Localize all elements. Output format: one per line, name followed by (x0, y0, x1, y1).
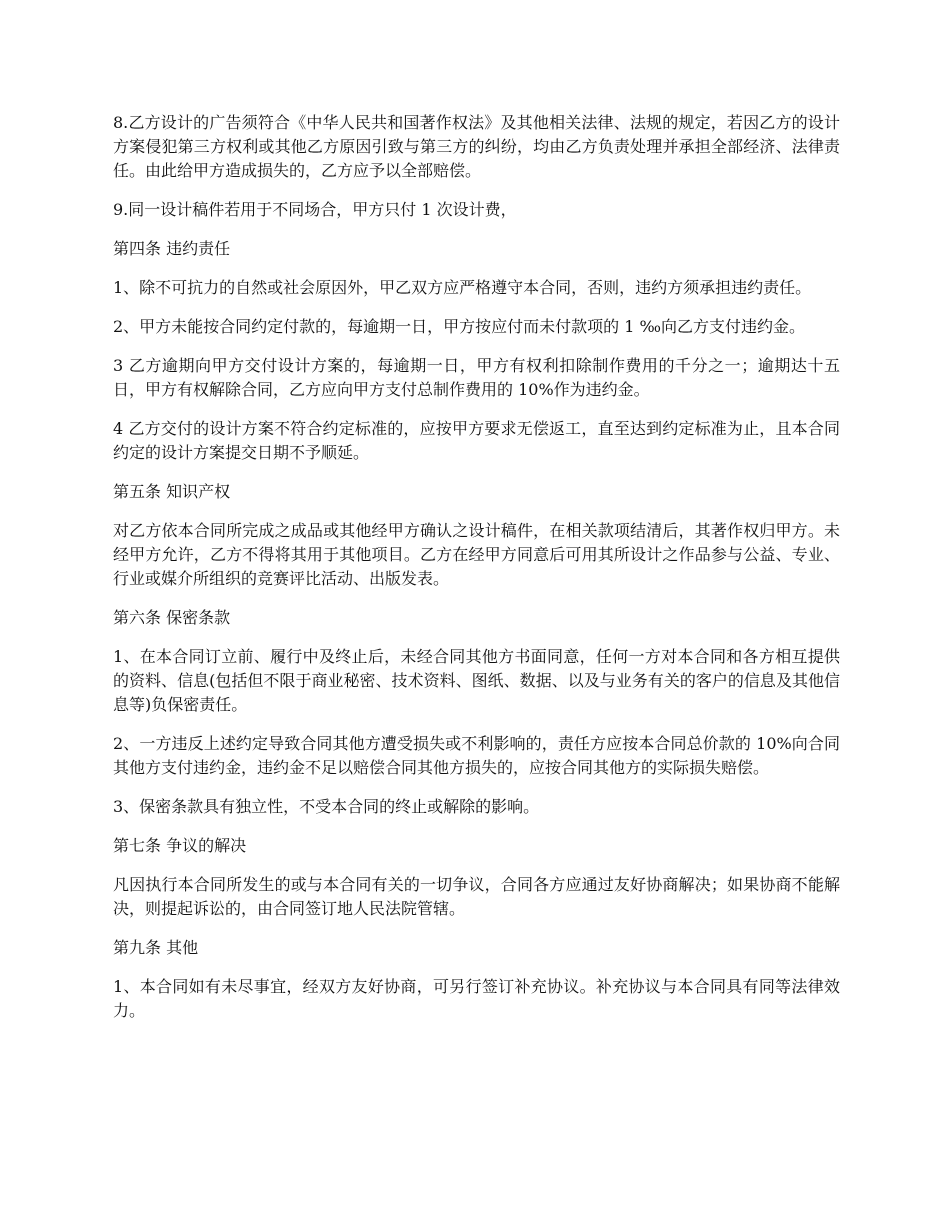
article-6-item-1: 1、在本合同订立前、履行中及终止后，未经合同其他方书面同意，任何一方对本合同和各方相互提供的资料、信息(包括但不限于商业秘密、技术资料、图纸、数据、以及与业务有关的客户的信息及其他信息等)负保密责任。 (113, 647, 840, 714)
article-5-paragraph: 对乙方依本合同所完成之成品或其他经甲方确认之设计稿件，在相关款项结清后，其著作权归甲方。未经甲方允许，乙方不得将其用于其他项目。乙方在经甲方同意后可用其所设计之作品参与公益、专业、行业或媒介所组织的竞赛评比活动、出版发表。 (113, 521, 840, 588)
article-4-item-3: 3 乙方逾期向甲方交付设计方案的，每逾期一日，甲方有权利扣除制作费用的千分之一；逾期达十五日，甲方有权解除合同，乙方应向甲方支付总制作费用的 10%作为违约金。 (113, 356, 840, 399)
article-6-item-2: 2、一方违反上述约定导致合同其他方遭受损失或不利影响的，责任方应按本合同总价款的 10%向合同其他方支付违约金，违约金不足以赔偿合同其他方损失的，应按合同其他方的实际损失赔偿。 (113, 734, 840, 777)
document-page (113, 111, 840, 1038)
article-7-paragraph: 凡因执行本合同所发生的或与本合同有关的一切争议，合同各方应通过友好协商解决；如果协商不能解决，则提起诉讼的，由合同签订地人民法院管辖。 (113, 875, 840, 918)
article-6-heading: 第六条 保密条款 (113, 608, 231, 627)
article-4-item-2: 2、甲方未能按合同约定付款的，每逾期一日，甲方按应付而未付款项的 1 ‰向乙方支付违约金。 (113, 317, 806, 336)
article-7-heading: 第七条 争议的解决 (113, 836, 247, 855)
article-6-item-3: 3、保密条款具有独立性，不受本合同的终止或解除的影响。 (113, 797, 540, 816)
clause-9-paragraph: 9.同一设计稿件若用于不同场合，甲方只付 1 次设计费， (113, 200, 517, 219)
article-4-item-4: 4 乙方交付的设计方案不符合约定标准的，应按甲方要求无偿返工，直至达到约定标准为止，且本合同约定的设计方案提交日期不予顺延。 (113, 419, 840, 462)
article-4-heading: 第四条 违约责任 (113, 239, 231, 258)
article-9-heading: 第九条 其他 (113, 938, 199, 957)
article-9-item-1: 1、本合同如有未尽事宜，经双方友好协商，可另行签订补充协议。补充协议与本合同具有同等法律效力。 (113, 977, 840, 1020)
article-4-item-1: 1、除不可抗力的自然或社会原因外，甲乙双方应严格遵守本合同，否则，违约方须承担违约责任。 (113, 278, 812, 297)
clause-8-paragraph: 8.乙方设计的广告须符合《中华人民共和国著作权法》及其他相关法律、法规的规定，若因乙方的设计方案侵犯第三方权利或其他乙方原因引致与第三方的纠纷，均由乙方负责处理并承担全部经济、法律责任。由此给甲方造成损失的，乙方应予以全部赔偿。 (113, 113, 840, 180)
article-5-heading: 第五条 知识产权 (113, 482, 231, 501)
